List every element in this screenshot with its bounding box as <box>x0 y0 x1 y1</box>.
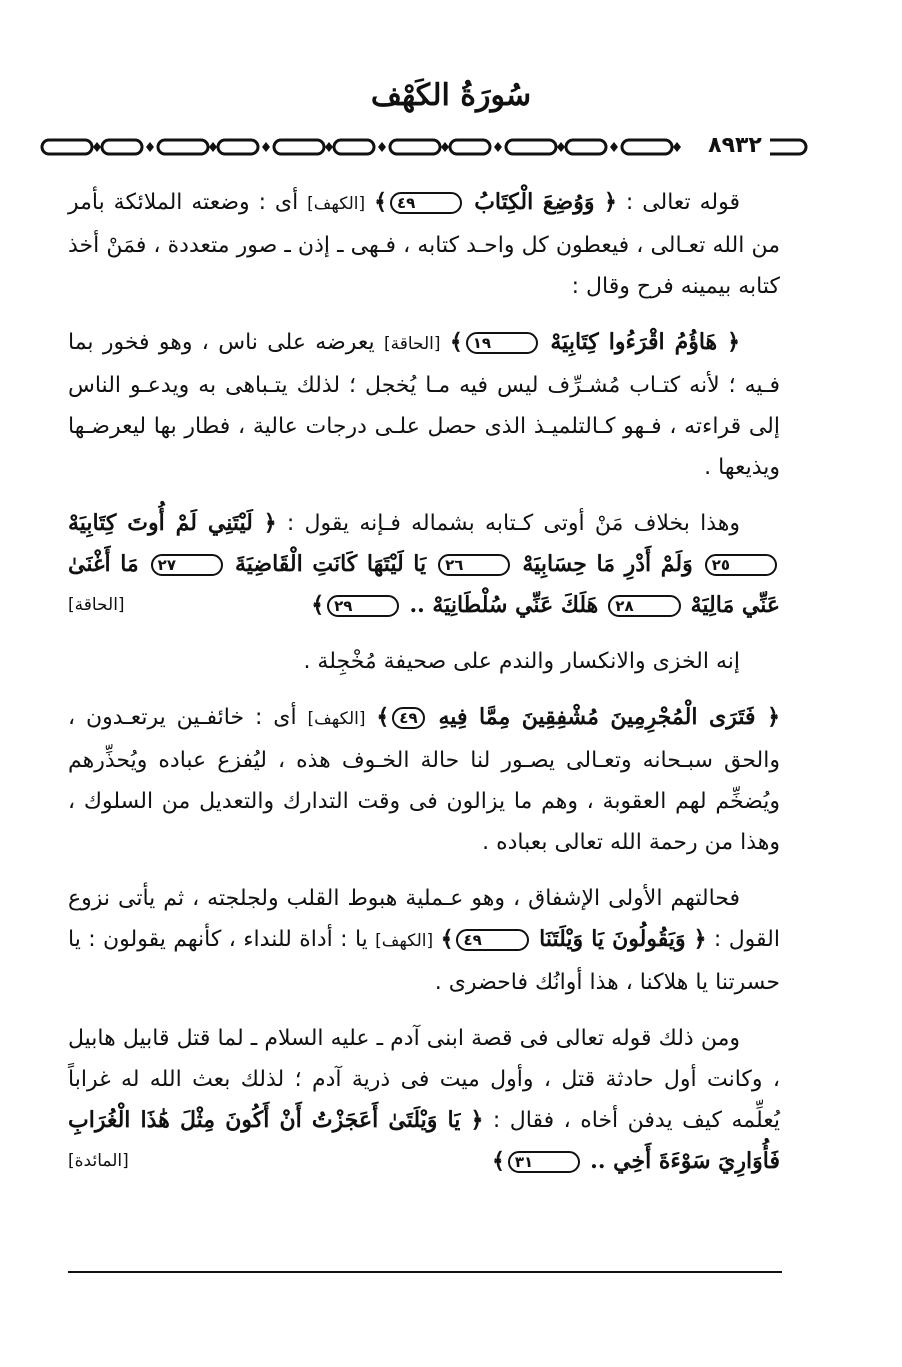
paragraph-5-text: أى : خائفـين يرتعـدون ، والحق سبـحانه وتعـالى يصـور لنا حالة الخـوف هذه ، ليُفزع عباده ويُحذِّرهم ويُضخِّم لهم العقوبة ، وهم ما يزالون فى وقت التدارك والتعديل من السلوك ، وهذا من رحمة الله تعالى بعباده . <box>68 705 780 855</box>
page-number: ٨٩٣٢ <box>700 132 770 160</box>
verse-number: ٢٦ <box>438 554 510 576</box>
verse-close-bracket: ﴾ <box>311 592 325 618</box>
paragraph-4-text: إنه الخزى والانكسار والندم على صحيفة مُخْجِلة . <box>303 649 740 674</box>
paragraph-3-text: وهذا بخلاف مَنْ أوتى كـتابه بشماله فـإنه يقول : <box>276 511 740 536</box>
footer-divider <box>68 1271 782 1273</box>
paragraph-3 <box>68 503 780 626</box>
verse-number: ١٩ <box>466 332 538 354</box>
quran-verse: ﴿ هَاؤُمُ اقْرَءُوا كِتَابِيَهْ <box>550 329 741 355</box>
surah-reference: [الحاقة] <box>68 595 125 615</box>
verse-number: ٢٩ <box>327 595 399 617</box>
paragraph-1-intro: قوله تعالى : <box>616 190 740 215</box>
quran-verse: وَلَمْ أَدْرِ مَا حِسَابِيَهْ <box>522 551 693 577</box>
surah-title: سُورَةُ الكَهْف <box>370 78 532 113</box>
paragraph-4 <box>68 641 780 682</box>
paragraph-7 <box>68 1018 780 1182</box>
quran-verse: ﴿ وَيَقُولُونَ يَا وَيْلَتَنَا <box>539 926 707 952</box>
paragraph-5 <box>68 697 780 863</box>
verse-close-bracket: ﴾ <box>449 329 463 355</box>
quran-verse: ﴿ فَتَرَى الْمُجْرِمِينَ مُشْفِقِينَ مِمَّا فِيهِ <box>438 704 780 730</box>
verse-close-bracket: ﴾ <box>374 189 387 215</box>
quran-verse: يَا لَيْتَهَا كَانَتِ الْقَاضِيَةَ <box>234 551 427 577</box>
surah-reference: [المائدة] <box>68 1151 129 1171</box>
quran-verse: هَلَكَ عَنِّي سُلْطَانِيَهْ .. <box>409 592 599 618</box>
surah-reference: [الحاقة] <box>383 334 441 354</box>
surah-reference: [الكهف] <box>375 931 434 951</box>
quran-verse: ﴿ وَوُضِعَ الْكِتَابُ <box>474 189 617 215</box>
surah-reference: [الكهف] <box>307 194 366 214</box>
verse-number: ٤٩ <box>390 192 462 214</box>
quran-verse: ﴿ يَا وَيْلَتَىٰ أَعَجَزْتُ أَنْ أَكُونَ مِثْلَ هَٰذَا الْغُرَابِ فَأُوَارِيَ سَوْءَةَ أَخِي .. <box>68 1107 780 1174</box>
verse-number: ٢٥ <box>705 554 777 576</box>
verse-number: ٤٩ <box>392 707 424 729</box>
paragraph-2 <box>68 322 780 488</box>
verse-close-bracket: ﴾ <box>491 1148 505 1174</box>
paragraph-6-text-a: فحالتهم الأولى الإشفاق ، وهو عـملية هبوط القلب ولجلجته ، ثم يأتى نزوع القول : <box>68 886 780 952</box>
paragraph-7-text: ومن ذلك قوله تعالى فى قصة ابنى آدم ـ عليه السلام ـ لما قتل قابيل هابيل ، وكانت أول حادثة قتل ، وأول ميت فى ذرية آدم ؛ لذلك بعث الله له غراباً يُعلِّمه كيف يدفن أخاه ، فقال : <box>68 1026 780 1133</box>
paragraph-6 <box>68 878 780 1003</box>
verse-number: ٤٩ <box>456 929 528 951</box>
quran-verse: ﴿ لَيْتَنِي لَمْ أُوتَ كِتَابِيَهْ <box>68 510 277 536</box>
ornamental-chain-border <box>40 132 810 162</box>
quran-verse: مَا أَغْنَىٰ عَنِّي مَالِيَهْ <box>68 551 780 618</box>
verse-number: ٢٧ <box>151 554 223 576</box>
paragraph-1-text: أى : وضعته الملائكة بأمر من الله تعـالى ، فيعطون كل واحـد كتابه ، فـهى ـ إذن ـ صور متعددة ، فمَنْ أخذ كتابه بيمينه فرح وقال : <box>68 190 780 299</box>
page-body <box>68 182 780 1197</box>
paragraph-1 <box>68 182 780 307</box>
verse-close-bracket: ﴾ <box>376 704 390 730</box>
verse-close-bracket: ﴾ <box>440 926 454 952</box>
paragraph-6-text-b: يا : أداة للنداء ، كأنهم يقولون : يا حسرتنا يا هلاكنا ، هذا أوانُك فاحضرى . <box>68 927 780 995</box>
paragraph-2-text: يعرضه على ناس ، وهو فخور بما فـيه ؛ لأنه كتـاب مُشـرِّف ليس فيه مـا يُخجل ؛ لذلك يتـباهى به ويدعـو الناس إلى قراءته ، فـهو كـالتلميـذ الذى حصل علـى درجات عالية ، فطار بها ليعرضـها ويذيعها . <box>68 330 780 480</box>
verse-number: ٢٨ <box>608 595 680 617</box>
verse-number: ٣١ <box>508 1151 580 1173</box>
surah-reference: [الكهف] <box>307 709 366 729</box>
